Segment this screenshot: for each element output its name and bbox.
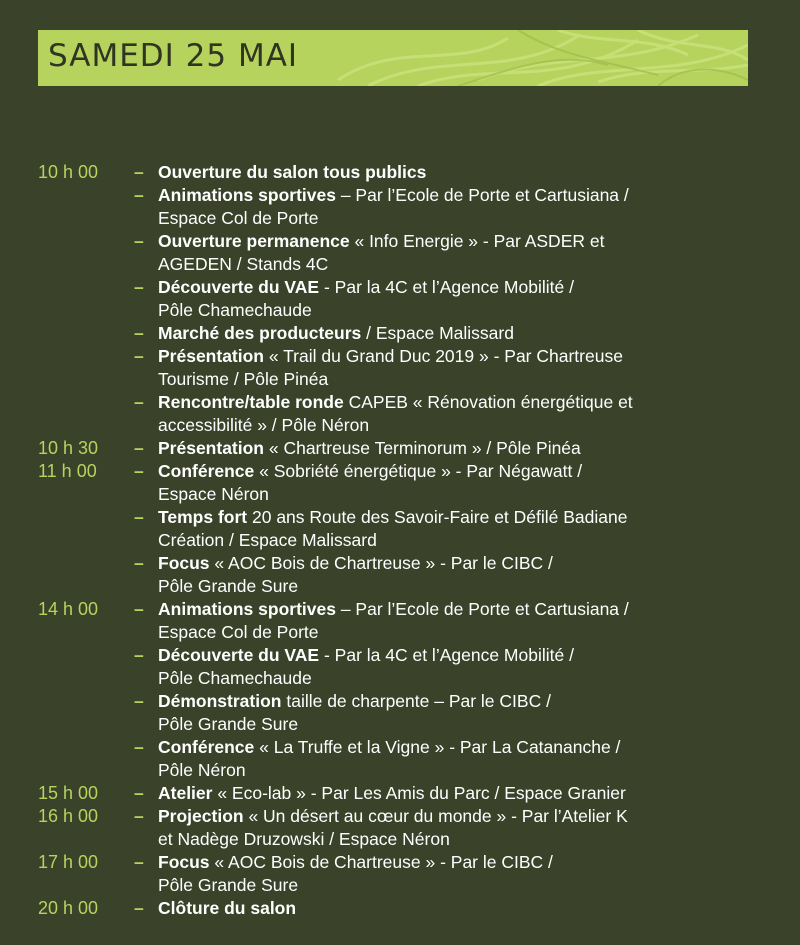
schedule-entry	[0, 322, 800, 345]
entry-dash: –	[134, 185, 144, 205]
entry-detail: Pôle Grande Sure	[158, 875, 299, 895]
schedule-entry	[0, 460, 800, 506]
schedule-line	[0, 690, 800, 713]
entry-dash: –	[134, 392, 144, 412]
entry-text	[158, 851, 553, 874]
entry-dash: –	[134, 162, 144, 182]
schedule-line	[0, 460, 800, 483]
entry-dash: –	[134, 645, 144, 665]
schedule-line	[0, 575, 800, 598]
entry-text	[158, 759, 246, 782]
entry-text	[158, 621, 319, 644]
schedule-line	[0, 851, 800, 874]
schedule-entry	[0, 506, 800, 552]
schedule-line	[0, 345, 800, 368]
entry-dash: –	[134, 852, 144, 872]
entry-detail: Pôle Chamechaude	[158, 300, 312, 320]
entry-dash: –	[134, 277, 144, 297]
schedule-entry	[0, 805, 800, 851]
entry-title: Conférence	[158, 461, 255, 481]
entry-dash: –	[134, 783, 144, 803]
entry-detail: CAPEB « Rénovation énergétique et	[343, 392, 633, 412]
entry-detail: « Info Energie » - Par ASDER et	[349, 231, 605, 251]
entry-title: Atelier	[158, 783, 213, 803]
page-title: SAMEDI 25 MAI	[48, 38, 299, 74]
entry-text	[158, 483, 269, 506]
entry-title: Temps fort	[158, 507, 248, 527]
entry-text	[158, 276, 574, 299]
entry-detail: Pôle Grande Sure	[158, 714, 299, 734]
entry-time: 10 h 00	[38, 162, 99, 182]
entry-title: Conférence	[158, 737, 255, 757]
entry-detail: / Espace Malissard	[361, 323, 514, 343]
entry-detail: « Chartreuse Terminorum » / Pôle Pinéa	[264, 438, 581, 458]
entry-time: 11 h 00	[38, 461, 97, 481]
schedule-entry	[0, 161, 800, 184]
schedule-line	[0, 828, 800, 851]
entry-time: 16 h 00	[38, 806, 99, 826]
entry-dash: –	[134, 231, 144, 251]
entry-detail: « Un désert au cœur du monde » - Par l’Atelier K	[243, 806, 628, 826]
entry-detail: - Par la 4C et l’Agence Mobilité /	[319, 645, 574, 665]
entry-text	[158, 690, 551, 713]
entry-dash: –	[134, 737, 144, 757]
entry-title: Ouverture permanence	[158, 231, 350, 251]
entry-detail: « Sobriété énergétique » - Par Négawatt /	[254, 461, 583, 481]
entry-detail: accessibilité » / Pôle Néron	[158, 415, 370, 435]
schedule-line	[0, 276, 800, 299]
entry-text	[158, 184, 629, 207]
entry-detail: – Par l’Ecole de Porte et Cartusiana /	[335, 599, 629, 619]
program-schedule	[0, 161, 800, 920]
schedule-line	[0, 759, 800, 782]
entry-dash: –	[134, 438, 144, 458]
schedule-line	[0, 782, 800, 805]
schedule-line	[0, 598, 800, 621]
entry-title: Démonstration	[158, 691, 282, 711]
schedule-entry	[0, 851, 800, 897]
entry-text	[158, 782, 626, 805]
entry-title: Clôture du salon	[158, 898, 297, 918]
entry-text	[158, 805, 628, 828]
schedule-line	[0, 644, 800, 667]
entry-text	[158, 460, 582, 483]
entry-dash: –	[134, 461, 144, 481]
entry-detail: taille de charpente – Par le CIBC /	[281, 691, 551, 711]
schedule-entry	[0, 276, 800, 322]
entry-time: 15 h 00	[38, 783, 99, 803]
schedule-entry	[0, 782, 800, 805]
entry-dash: –	[134, 898, 144, 918]
schedule-line	[0, 322, 800, 345]
schedule-entry	[0, 184, 800, 230]
entry-detail: « Trail du Grand Duc 2019 » - Par Chartreuse	[264, 346, 623, 366]
schedule-line	[0, 529, 800, 552]
schedule-entry	[0, 345, 800, 391]
entry-detail: Espace Néron	[158, 484, 269, 504]
schedule-line	[0, 414, 800, 437]
entry-title: Présentation	[158, 346, 264, 366]
entry-title: Découverte du VAE	[158, 645, 320, 665]
entry-text	[158, 575, 298, 598]
entry-time: 20 h 00	[38, 898, 99, 918]
entry-text	[158, 736, 620, 759]
entry-text	[158, 368, 328, 391]
entry-text	[158, 230, 604, 253]
entry-detail: Pôle Néron	[158, 760, 246, 780]
schedule-line	[0, 805, 800, 828]
schedule-line	[0, 713, 800, 736]
entry-dash: –	[134, 323, 144, 343]
entry-text	[158, 161, 426, 184]
schedule-line	[0, 897, 800, 920]
entry-dash: –	[134, 346, 144, 366]
entry-detail: « AOC Bois de Chartreuse » - Par le CIBC /	[209, 553, 553, 573]
entry-text	[158, 713, 298, 736]
entry-title: Marché des producteurs	[158, 323, 362, 343]
entry-time: 10 h 30	[38, 438, 99, 458]
entry-text	[158, 391, 633, 414]
entry-detail: « AOC Bois de Chartreuse » - Par le CIBC /	[209, 852, 553, 872]
entry-text	[158, 529, 377, 552]
schedule-entry	[0, 690, 800, 736]
entry-title: Projection	[158, 806, 244, 826]
entry-title: Rencontre/table ronde	[158, 392, 344, 412]
entry-detail: « Eco-lab » - Par Les Amis du Parc / Espace Granier	[212, 783, 626, 803]
entry-title: Focus	[158, 852, 210, 872]
entry-dash: –	[134, 599, 144, 619]
schedule-line	[0, 299, 800, 322]
entry-text	[158, 506, 627, 529]
schedule-line	[0, 253, 800, 276]
entry-title: Ouverture du salon tous publics	[158, 162, 427, 182]
schedule-line	[0, 437, 800, 460]
entry-dash: –	[134, 507, 144, 527]
entry-title: Animations sportives	[158, 185, 336, 205]
entry-detail: Pôle Grande Sure	[158, 576, 299, 596]
entry-title: Découverte du VAE	[158, 277, 320, 297]
entry-detail: Tourisme / Pôle Pinéa	[158, 369, 329, 389]
entry-title: Présentation	[158, 438, 264, 458]
entry-text	[158, 299, 312, 322]
schedule-line	[0, 207, 800, 230]
schedule-line	[0, 161, 800, 184]
entry-title: Focus	[158, 553, 210, 573]
schedule-line	[0, 230, 800, 253]
entry-text	[158, 207, 319, 230]
entry-detail: Pôle Chamechaude	[158, 668, 312, 688]
entry-detail: – Par l’Ecole de Porte et Cartusiana /	[335, 185, 629, 205]
schedule-line	[0, 368, 800, 391]
schedule-line	[0, 874, 800, 897]
schedule-line	[0, 483, 800, 506]
entry-text	[158, 345, 623, 368]
entry-dash: –	[134, 806, 144, 826]
schedule-entry	[0, 598, 800, 644]
schedule-line	[0, 391, 800, 414]
schedule-entry	[0, 552, 800, 598]
entry-detail: Création / Espace Malissard	[158, 530, 377, 550]
schedule-entry	[0, 897, 800, 920]
schedule-entry	[0, 736, 800, 782]
schedule-entry	[0, 437, 800, 460]
entry-dash: –	[134, 691, 144, 711]
entry-dash: –	[134, 553, 144, 573]
entry-text	[158, 552, 553, 575]
schedule-line	[0, 552, 800, 575]
schedule-line	[0, 667, 800, 690]
schedule-line	[0, 621, 800, 644]
entry-detail: Espace Col de Porte	[158, 622, 319, 642]
schedule-entry	[0, 230, 800, 276]
entry-text	[158, 437, 581, 460]
entry-text	[158, 253, 328, 276]
entry-time: 14 h 00	[38, 599, 99, 619]
entry-text	[158, 874, 298, 897]
entry-text	[158, 828, 450, 851]
schedule-entry	[0, 644, 800, 690]
schedule-entry	[0, 391, 800, 437]
entry-time: 17 h 00	[38, 852, 99, 872]
entry-text	[158, 598, 629, 621]
schedule-line	[0, 184, 800, 207]
entry-detail: Espace Col de Porte	[158, 208, 319, 228]
entry-text	[158, 322, 514, 345]
schedule-line	[0, 736, 800, 759]
entry-detail: - Par la 4C et l’Agence Mobilité /	[319, 277, 574, 297]
entry-detail: 20 ans Route des Savoir-Faire et Défilé Badiane	[247, 507, 628, 527]
header-banner	[38, 30, 748, 86]
entry-title: Animations sportives	[158, 599, 336, 619]
entry-text	[158, 644, 574, 667]
entry-detail: AGEDEN / Stands 4C	[158, 254, 329, 274]
schedule-line	[0, 506, 800, 529]
entry-detail: « La Truffe et la Vigne » - Par La Catananche /	[254, 737, 621, 757]
entry-text	[158, 667, 312, 690]
entry-detail: et Nadège Druzowski / Espace Néron	[158, 829, 450, 849]
entry-text	[158, 414, 369, 437]
entry-text	[158, 897, 296, 920]
